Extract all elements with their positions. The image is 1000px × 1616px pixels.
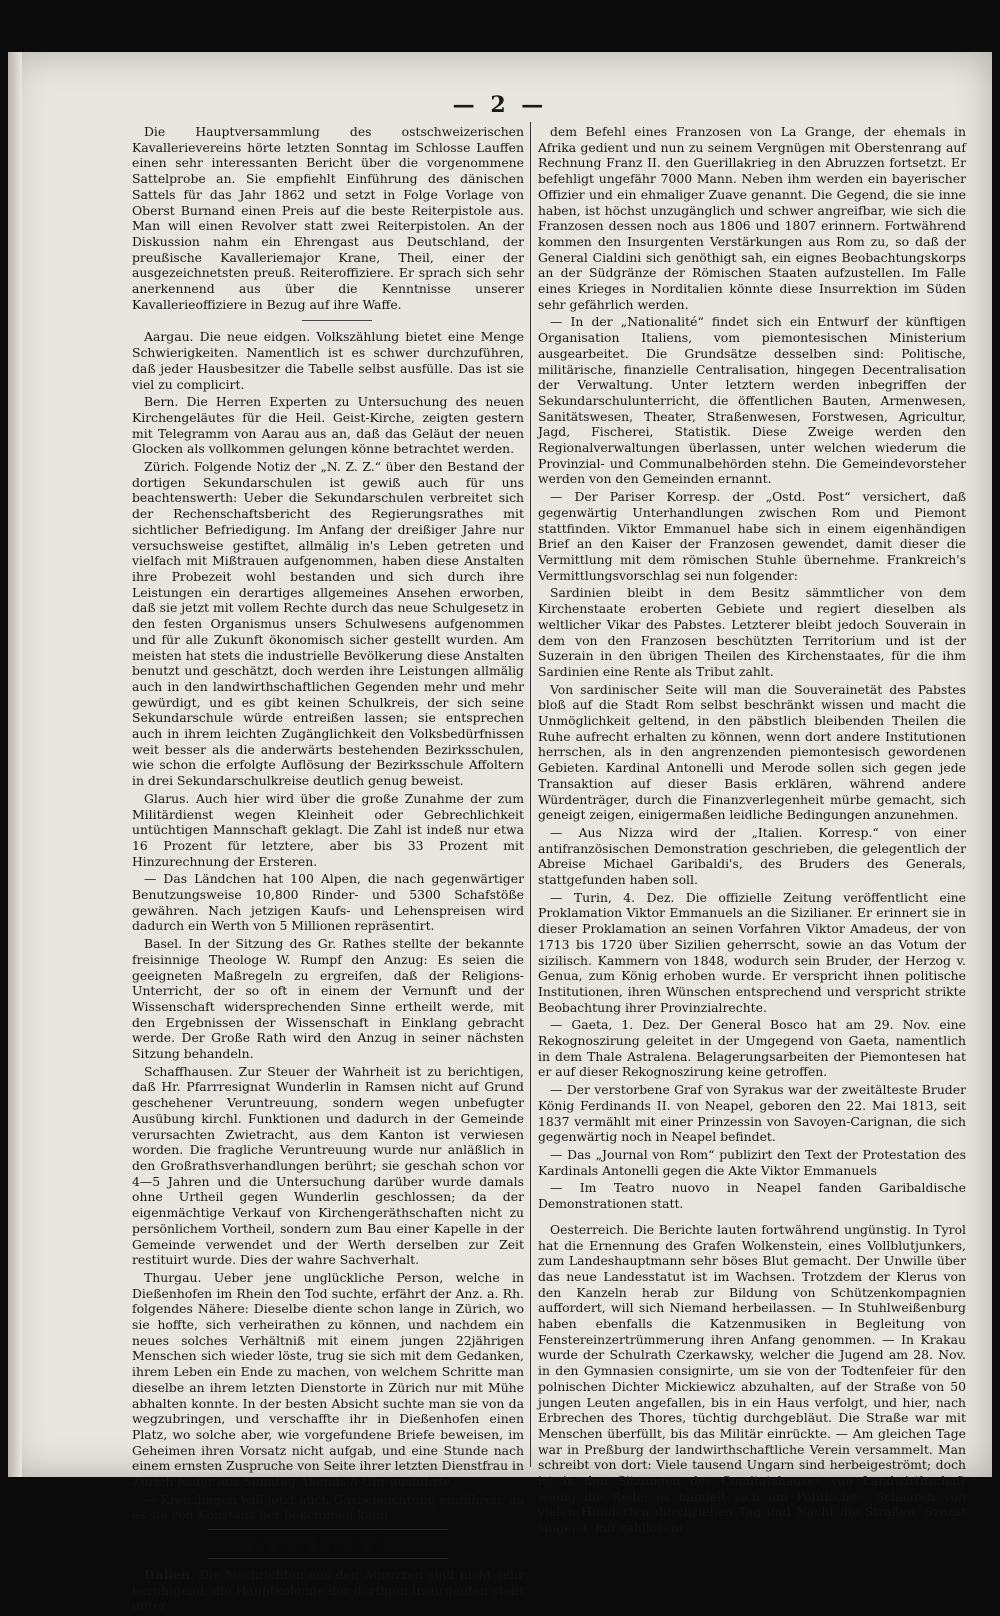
ausland-heading-block: [132, 1529, 524, 1559]
article-glarus-alpen: — Das Ländchen hat 100 Alpen, die nach gegenwärtiger Benutzungsweise 10,800 Rinder- und 5300 Schafstöße gewähren. Nach jetzigen Kaufs- und Lehenspreisen wird dadurch ein Werth von 5 Millionen repräsentirt.: [132, 871, 524, 934]
italien-label: Italien.: [144, 1566, 195, 1582]
left-column: [132, 124, 524, 1616]
article-italien-lead: [132, 1567, 524, 1614]
article-oesterreich: Oesterreich. Die Berichte lauten fortwährend ungünstig. In Tyrol hat die Ernennung des Grafen Wolkenstein, eines Vollblutjunkers, zum Landeshauptmann sehr böses Blut gemacht. Der Unwille über das neue Landesstatut ist im Wachsen. Trotzdem der Klerus von den Kanzeln herab zur Bildung von Schützenkompagnien auffordert, will sich Niemand herbeilassen. — In Stuhlweißenburg haben ebenfalls die Katzenmusiken in Begleitung von Fenstereinzertrümmerung ihren Anfang genommen. — In Krakau wurde der Schulrath Czerkawsky, welcher die Jugend am 28. Nov. in den Gymnasien consignirte, um sie von der Todtenfeier für den polnischen Dichter Mickiewicz abzuhalten, auf der Straße von 50 jungen Leuten angefallen, bis in ein Haus verfolgt, und hier, nach Erbrechen des Thores, tüchtig durchgebläut. Die Straße war mit Menschen überfüllt, bis das Militär einrückte. — Am gleichen Tage war in Preßburg der landwirthschaftliche Verein versammelt. Man schreibt von dort: Viele tausend Ungarn sind herbeigeströmt; doch ist in den Sitzungen des Comitatshauses von Landwirthschaft wenig die Rede; es handelt sich um Politisches. Schaaren von vielen Hunderten durchziehen Tag und Nacht die Straßen, Szozat singend, mit zahllosem: [538, 1221, 966, 1536]
article-teatro-nuovo: — Im Teatro nuovo in Neapel fanden Garibaldische Demonstrationen statt.: [538, 1180, 966, 1212]
article-gaeta: — Gaeta, 1. Dez. Der General Bosco hat am 29. Nov. eine Rekognoszirung geleitet in der Umgegend von Gaeta, namentlich in dem Thale Astralena. Belagerungsarbeiten der Piemontesen hat er auf dieser Rekognoszirung keine getroffen.: [538, 1017, 966, 1080]
article-zuerich: Zürich. Folgende Notiz der „N. Z. Z.“ über den Bestand der dortigen Sekundarschulen ist gewiß auch für uns beachtenswerth: Ueber die Sekundarschulen verbreitet sich der Rechenschaftsbericht des Regierungsrathes mit sichtlicher Befriedigung. Im Anfang der dreißiger Jahre nur versuchsweise gestiftet, allmälig in's Leben getreten und vielfach mit Mißtrauen aufgenommen, haben diese Anstalten ihre Probezeit wohl bestanden und sich durch ihre Leistungen ein derartiges allgemeines Ansehen erworben, daß sie jetzt mit vollem Rechte durch das neue Schulgesetz in den festen Organismus unsers Schulwesens aufgenommen und für alle Zukunft ökonomisch sicher gestellt wurden. Am meisten hat stets die industrielle Bevölkerung diese Anstalten benutzt und geschätzt, doch werden ihre Leistungen allmälig auch in den landwirthschaftlichen Gegenden mehr und mehr gewürdigt, und es gibt keinen Schulkreis, der sich seine Sekundarschule würde entreißen lassen; sie entsprechen auch in ihrem leichten Zugänglichkeit den Volksbedürfnissen weit besser als die anderwärts bestehenden Bezirksschulen, wie schon die erfolgte Auflösung der Bezirksschule Affoltern in drei Sekundarschulkreise deutlich genug beweist.: [132, 459, 524, 789]
article-italien-cont: dem Befehl eines Franzosen von La Grange, der ehemals in Afrika gedient und nun zu seinem Vergnügen mit Oberstenrang auf Rechnung Franz II. den Guerillakrieg in den Abruzzen fortsetzt. Er befehligt ungefähr 7000 Mann. Neben ihm werden ein bayerischer Offizier und ein ehmaliger Zuave genannt. Die Gegend, die sie inne haben, ist höchst unzugänglich und schwer angreifbar, wie sich die Franzosen dessen noch aus 1806 und 1807 erinnern. Fortwährend kommen den Insurgenten Verstärkungen aus Rom zu, so daß der General Cialdini sich genöthigt sah, ein eignes Beobachtungskorps an der Südgränze der Römischen Staaten aufzustellen. Im Falle eines Krieges in Norditalien könnte diese Insurrektion im Süden sehr gefährlich werden.: [538, 124, 966, 312]
article-kavallerieverein: Die Hauptversammlung des ostschweizerischen Kavallerievereins hörte letzten Sonntag im Schlosse Lauffen einen sehr interessanten Bericht über die vorgenommene Sattelprobe an. Sie empfiehlt Einführung des dänischen Sattels für das Jahr 1862 und setzt in Folge Vorlage von Oberst Burnand einen Preis auf die beste Reiterpistole aus. Man will einen Revolver statt zwei Reiterpistolen. An der Diskussion nahm ein Ehrengast aus Deutschland, der preußische Kavalleriemajor Krane, Theil, einer der ausgezeichnetsten preuß. Reiteroffiziere. Er sprach sich sehr anerkennend aus über die Kenntnisse unserer Kavallerieoffiziere in Bezug auf ihre Waffe.: [132, 124, 524, 312]
article-bern: Bern. Die Herren Experten zu Untersuchung des neuen Kirchengeläutes für die Heil. Geist-Kirche, zeigten gestern mit Telegramm von Aarau aus an, daß das Geläut der neuen Glocken als vollkommen gelungen könne betrachtet werden.: [132, 394, 524, 457]
section-title-ausland: Ausland.: [252, 1530, 404, 1558]
article-basel: Basel. In der Sitzung des Gr. Rathes stellte der bekannte freisinnige Theologe W. Rumpf den Anzug: Es seien die geeigneten Maßregeln zu ergreifen, daß der Religions-Unterricht, der so oft in einem der Vernunft und der Wissenschaft widersprechenden Sinne ertheilt werde, mit den Ergebnissen der Wissenschaft in Einklang gebracht werde. Der Große Rath wird den Anzug in seiner nächsten Sitzung behandeln.: [132, 936, 524, 1062]
article-sardinische-seite: Von sardinischer Seite will man die Souverainetät des Pabstes bloß auf die Stadt Rom selbst beschränkt wissen und macht die Unmöglichkeit geltend, in den päbstlich bleibenden Theilen die Ruhe aufrecht erhalten zu können, wenn dort andere Institutionen herrschen, als in den angrenzenden piemontesisch gewordenen Gebieten. Kardinal Antonelli und Merode sollen sich gegen jede Transaktion auf dieser Basis erklären, während andere Würdenträger, durch die Finanzverlegenheit mürbe gemacht, sich geneigt zeigen, einigermaßen leidliche Bedingungen anzunehmen.: [538, 681, 966, 823]
italien-lead-text: Die Nachrichten aus den Abruzzen sind nicht sehr beruhigend, die Hauptkolonne der dortigen Insurgenten steht unter: [132, 1566, 524, 1614]
article-ostd-post: — Der Pariser Korresp. der „Ostd. Post“ versichert, daß gegenwärtig Unterhandlungen zwischen Rom und Piemont stattfinden. Viktor Emmanuel habe sich in einem eigenhändigen Brief an den Kaiser der Franzosen gewendet, damit dieser die Vermittlung mit dem römischen Stuhle übernehme. Frankreich's Vermittlungsvorschlag sei nun folgender:: [538, 489, 966, 583]
article-journal-rom: — Das „Journal von Rom“ publizirt den Text der Protestation des Kardinals Antonelli gegen die Akte Viktor Emmanuels: [538, 1147, 966, 1178]
column-divider: [530, 122, 531, 1467]
newspaper-page: [8, 52, 992, 1614]
article-thurgau: Thurgau. Ueber jene unglückliche Person, welche in Dießenhofen im Rhein den Tod suchte, erfährt der Anz. a. Rh. folgendes Nähere: Dieselbe diente schon lange in Zürich, wo sie hoffte, sich verheirathen zu können, und nachdem ein neues solches Verhältniß mit einem jungen 22jährigen Menschen sich wieder löste, trug sie sich mit dem Gedanken, ihrem Leben ein Ende zu machen, von welchem Schritte man dieselbe an ihrem letzten Dienstorte in Zürich nur mit Mühe abhalten konnte. In der besten Absicht suchte man sie von da wegzubringen, und verschaffte ihr in Dießenhofen einen Platz, wo solche aber, wie vorgefundene Briefe beweisen, im Geheimen ihren Vorsatz nicht aufgab, und eine Stunde nach einem ernsten Zuspruche von Seite ihrer letzten Dienstfrau in Zürich leider aus Sonntag Abends 8 Uhr ausführte.: [132, 1269, 524, 1490]
page-number: — 2 —: [452, 92, 548, 118]
article-nationalite: — In der „Nationalité“ findet sich ein Entwurf der künftigen Organisation Italiens, vom piemontesischen Ministerium ausgearbeitet. Die Grundsätze desselben sind: Politische, militärische, finanzielle Centralisation, hingegen Decentralisation der Verwaltung. Unter letztern werden inbegriffen der Sekundarschulunterricht, die öffentlichen Bauten, Armenwesen, Sanitätswesen, Theater, Straßenwesen, Forstwesen, Agricultur, Jagd, Fischerei, Statistik. Diese Zweige werden den Regionalverwaltungen überlassen, unter welchen wiederum die Provinzial- und Communalbehörden stehn. Die Gemeindevorsteher werden von den Gemeinden ernannt.: [538, 314, 966, 487]
article-aargau: Aargau. Die neue eidgen. Volkszählung bietet eine Menge Schwierigkeiten. Namentlich ist es schwer durchzuführen, daß jeder Hausbesitzer die Tabelle selbst ausfülle. Das ist sie viel zu complicirt.: [132, 329, 524, 392]
article-syrakus: — Der verstorbene Graf von Syrakus war der zweitälteste Bruder König Ferdinands II. von Neapel, geboren den 22. Mai 1813, seit 1837 vermählt mit einer Prinzessin von Savoyen-Carignan, die sich gegenwärtig noch in Neapel befindet.: [538, 1082, 966, 1145]
article-schaffhausen: Schaffhausen. Zur Steuer der Wahrheit ist zu berichtigen, daß Hr. Pfarrresignat Wunderlin in Ramsen nicht auf Grund geschehener Veruntreuung, sondern wegen unbefugter Ausübung kirchl. Funktionen und dadurch in der Gemeinde verursachten Zwietracht, aus dem Kanton ist verwiesen worden. Die fragliche Veruntreuung wurde nur anläßlich in den Großrathsverhandlungen berührt; sie geschah schon vor 4—5 Jahren und die Untersuchung darüber wurde damals ohne Urtheil gegen Wunderlin geschlossen; da der eigenmächtige Verkauf von Kirchengeräthschaften nicht zu persönlichem Vortheil, sondern zum Bau einer Kapelle in der Gemeinde verwendet und der Werth derselben zur Zeit restituirt wurde. Dies der wahre Sachverhalt.: [132, 1063, 524, 1268]
heading-rule-bottom: [208, 1558, 448, 1559]
article-turin: — Turin, 4. Dez. Die offizielle Zeitung veröffentlicht eine Proklamation Viktor Emmanuels an die Sizilianer. Er erinnert sie in dieser Proklamation an seinen Vorfahren Viktor Amadeus, der von 1713 bis 1720 über Sizilien geherrscht, sowie an das Votum der sizilisch. Kammern von 1848, wodurch sein Bruder, der Herzog v. Genua, zum König erhoben wurde. Er verspricht ihnen politische Institutionen, ihren Wünschen entsprechend und verspricht strikte Beobachtung ihrer Provinzialrechte.: [538, 889, 966, 1015]
article-kreuzlingen: — Kreuzlingen will jetzt auch Gasbeleuchtung einführen, da es sie von Konstanz her bekommen kann.: [132, 1491, 524, 1523]
article-glarus: Glarus. Auch hier wird über die große Zunahme der zum Militärdienst wegen Kleinheit oder Gebrechlichkeit untüchtigen Mannschaft geklagt. Die Zahl ist indeß nur etwa 16 Prozent für letztere, aber bis 33 Prozent mit Hinzurechnung der Ersteren.: [132, 790, 524, 869]
article-sardinien: Sardinien bleibt in dem Besitz sämmtlicher von dem Kirchenstaate eroberten Gebiete und regiert dieselben als weltlicher Vikar des Pabstes. Letzterer bleibt jedoch Souverain in dem von den Franzosen beschützten Territorium und ist der Suzerain in den übrigen Theilen des Kirchenstaates, für die ihm Sardinien eine Rente als Tribut zahlt.: [538, 585, 966, 679]
article-nizza: — Aus Nizza wird der „Italien. Korresp.“ von einer antifranzösischen Demonstration geschrieben, die gelegentlich der Abreise Michael Garibaldi's, des Bruders des Generals, stattgefunden haben soll.: [538, 824, 966, 888]
separator-rule: [302, 320, 372, 321]
page-edge-shadow: [8, 52, 22, 1477]
right-column: [538, 124, 966, 1538]
